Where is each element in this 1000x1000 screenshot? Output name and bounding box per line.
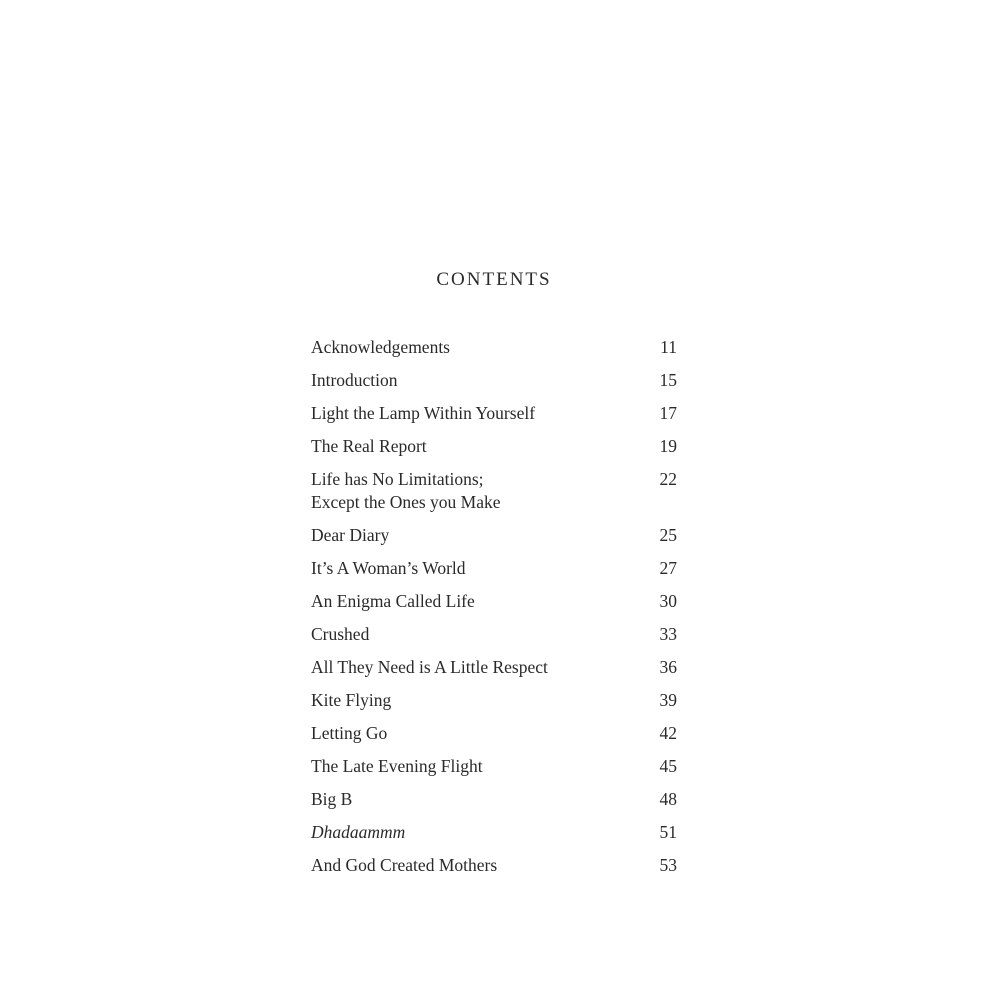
toc-entry [311, 788, 677, 811]
toc-entry-title-line: Big B [311, 789, 353, 809]
toc-entry [311, 402, 677, 425]
table-of-contents [311, 336, 677, 887]
toc-entry-title-line: Introduction [311, 370, 398, 390]
toc-entry [311, 755, 677, 778]
toc-entry-title [311, 524, 389, 547]
toc-entry-title-line: The Real Report [311, 436, 427, 456]
toc-entry-title [311, 435, 427, 458]
toc-entry-title [311, 336, 450, 359]
toc-entry-title [311, 402, 535, 425]
toc-entry-page-number: 30 [659, 591, 677, 611]
toc-entry-title-line: Crushed [311, 624, 370, 644]
toc-entry-title [311, 854, 497, 877]
toc-entry-page-number: 42 [659, 723, 677, 743]
toc-entry-title [311, 722, 387, 745]
toc-entry-title-line: The Late Evening Flight [311, 756, 483, 776]
toc-entry-page-number: 51 [659, 822, 677, 842]
toc-entry-page-number: 15 [659, 370, 677, 390]
toc-entry [311, 336, 677, 359]
toc-entry-title [311, 755, 483, 778]
toc-entry-page-number: 11 [660, 337, 677, 357]
toc-entry-title-line: Life has No Limitations; [311, 469, 484, 489]
toc-entry [311, 468, 677, 514]
toc-entry-title [311, 623, 369, 646]
toc-entry-page-number: 19 [659, 436, 677, 456]
toc-entry-page-number: 17 [659, 403, 677, 423]
toc-entry-title [311, 468, 501, 514]
toc-entry-title [311, 369, 398, 392]
page-title: CONTENTS [436, 269, 552, 290]
toc-entry-title [311, 689, 391, 712]
toc-entry-page-number: 48 [659, 789, 677, 809]
toc-entry-title-line: Acknowledgements [311, 337, 450, 357]
toc-entry-title-line: Letting Go [311, 723, 388, 743]
toc-entry-page-number: 39 [659, 690, 677, 710]
toc-entry [311, 689, 677, 712]
toc-entry-page-number: 53 [659, 855, 677, 875]
toc-entry-title [311, 656, 548, 679]
toc-entry-title-line: Except the Ones you Make [311, 492, 501, 512]
toc-entry [311, 656, 677, 679]
toc-entry-title [311, 788, 352, 811]
toc-entry-page-number: 36 [659, 657, 677, 677]
toc-entry [311, 435, 677, 458]
toc-entry-title [311, 557, 466, 580]
toc-entry-title-line: An Enigma Called Life [311, 591, 475, 611]
toc-entry [311, 623, 677, 646]
toc-entry [311, 590, 677, 613]
toc-entry-title-line: Dear Diary [311, 525, 390, 545]
toc-entry-title-line: Kite Flying [311, 690, 392, 710]
toc-entry-page-number: 33 [659, 624, 677, 644]
toc-entry-title [311, 821, 405, 844]
toc-entry-page-number: 22 [659, 469, 677, 489]
toc-entry-page-number: 25 [659, 525, 677, 545]
toc-entry [311, 821, 677, 844]
toc-entry-title-line: Light the Lamp Within Yourself [311, 403, 536, 423]
toc-entry [311, 722, 677, 745]
toc-entry [311, 524, 677, 547]
toc-entry-title-line: It’s A Woman’s World [311, 558, 466, 578]
toc-entry-page-number: 27 [659, 558, 677, 578]
toc-entry-title [311, 590, 475, 613]
toc-entry-title-line: And God Created Mothers [311, 855, 498, 875]
toc-entry [311, 557, 677, 580]
toc-entry [311, 369, 677, 392]
toc-entry-page-number: 45 [659, 756, 677, 776]
toc-entry-title-line: Dhadaammm [311, 822, 406, 842]
toc-entry [311, 854, 677, 877]
toc-entry-title-line: All They Need is A Little Respect [311, 657, 548, 677]
